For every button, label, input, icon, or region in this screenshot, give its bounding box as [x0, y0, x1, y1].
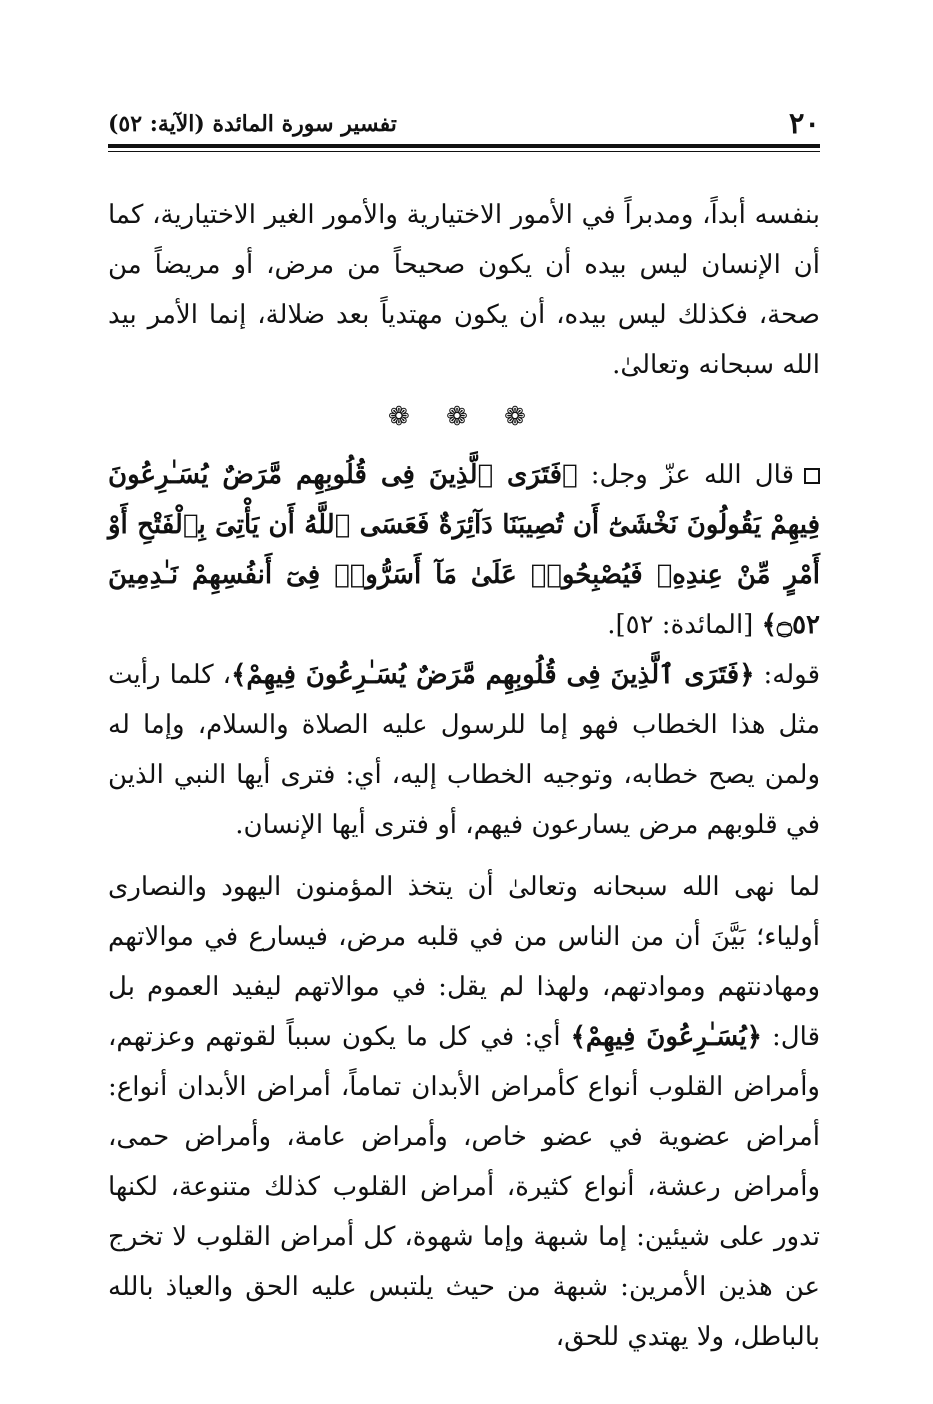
quran-verse: ﴿فَتَرَى ٱلَّذِينَ فِى قُلُوبِهِم مَّرَضٌ يُسَـٰرِعُونَ فِيهِمْ يَقُولُونَ نَخْشَىٰٓ أَن تُصِيبَنَا دَآئِرَةٌ فَعَسَى ٱللَّهُ أَن يَأْتِىَ بِٱلْفَتْحِ أَوْ أَمْرٍ مِّنْ عِندِهِۦ فَيُصْبِحُوا۟ عَلَىٰ مَآ أَسَرُّوا۟ فِىٓ أَنفُسِهِمْ نَـٰدِمِينَ ۝٥٢﴾	[108, 460, 820, 640]
verse-reference: [المائدة: ٥٢].	[607, 610, 754, 640]
commentary-text: ، كلما رأيت مثل هذا الخطاب فهو إما للرسول عليه الصلاة والسلام، وإما له ولمن يصح خطابه، وتوجيه الخطاب إليه، أي: فترى أيها النبي الذين في قلوبهم مرض يسارعون فيهم، أو فترى أيها الإنسان.	[108, 660, 820, 840]
running-title: تفسير سورة المائدة (الآية: ٥٢)	[108, 111, 397, 137]
header-rule-thick	[108, 144, 820, 148]
commentary-lead: قوله:	[763, 660, 821, 690]
explanation-quote: ﴿يُسَـٰرِعُونَ فِيهِمْ﴾	[570, 1022, 762, 1052]
verse-intro: قال الله عزّ وجل:	[590, 460, 795, 490]
verse-paragraph	[108, 450, 820, 650]
opening-paragraph: بنفسه أبداً، ومدبراً في الأمور الاختيارية والأمور الغير الاختيارية، كما أن الإنسان ليس بيده أن يكون صحيحاً من مرض، أو مريضاً من صحة، فكذلك ليس بيده، أن يكون مهتدياً بعد ضلالة، إنما الأمر بيد الله سبحانه وتعالىٰ.	[108, 200, 820, 380]
commentary-paragraph	[108, 650, 820, 850]
explanation-paragraph	[108, 862, 820, 1362]
section-marker-icon	[804, 468, 820, 484]
section-separator: ❁ ❁ ❁	[388, 402, 540, 432]
page-body	[108, 190, 820, 1362]
header-rule-thin	[108, 151, 820, 152]
explanation-part1: لما نهى الله سبحانه وتعالىٰ أن يتخذ المؤمنون اليهود والنصارى أولياء؛ بَيَّنَ أن من الناس من في قلبه مرض، فيسارع في موالاتهم ومهادنتهم وموادتهم، ولهذا لم يقل: في موالاتهم ليفيد العموم بل قال:	[108, 872, 821, 1052]
commentary-quote: ﴿فَتَرَى ٱلَّذِينَ فِى قُلُوبِهِم مَّرَضٌ يُسَـٰرِعُونَ فِيهِمْ﴾	[231, 660, 755, 690]
page-number: ٢٠	[788, 106, 820, 140]
explanation-part2: أي: في كل ما يكون سبباً لقوتهم وعزتهم، وأمراض القلوب أنواع كأمراض الأبدان تماماً، أمراض الأبدان أنواع: أمراض عضوية في عضو خاص، وأمراض عامة، وأمراض حمى، وأمراض رعشة، أنواع كثيرة، أمراض القلوب كذلك متنوعة، لكنها تدور على شيئين: إما شبهة وإما شهوة، كل أمراض القلوب لا تخرج عن هذين الأمرين: شبهة من حيث يلتبس عليه الحق والعياذ بالله بالباطل، ولا يهتدي للحق،	[108, 1022, 820, 1352]
